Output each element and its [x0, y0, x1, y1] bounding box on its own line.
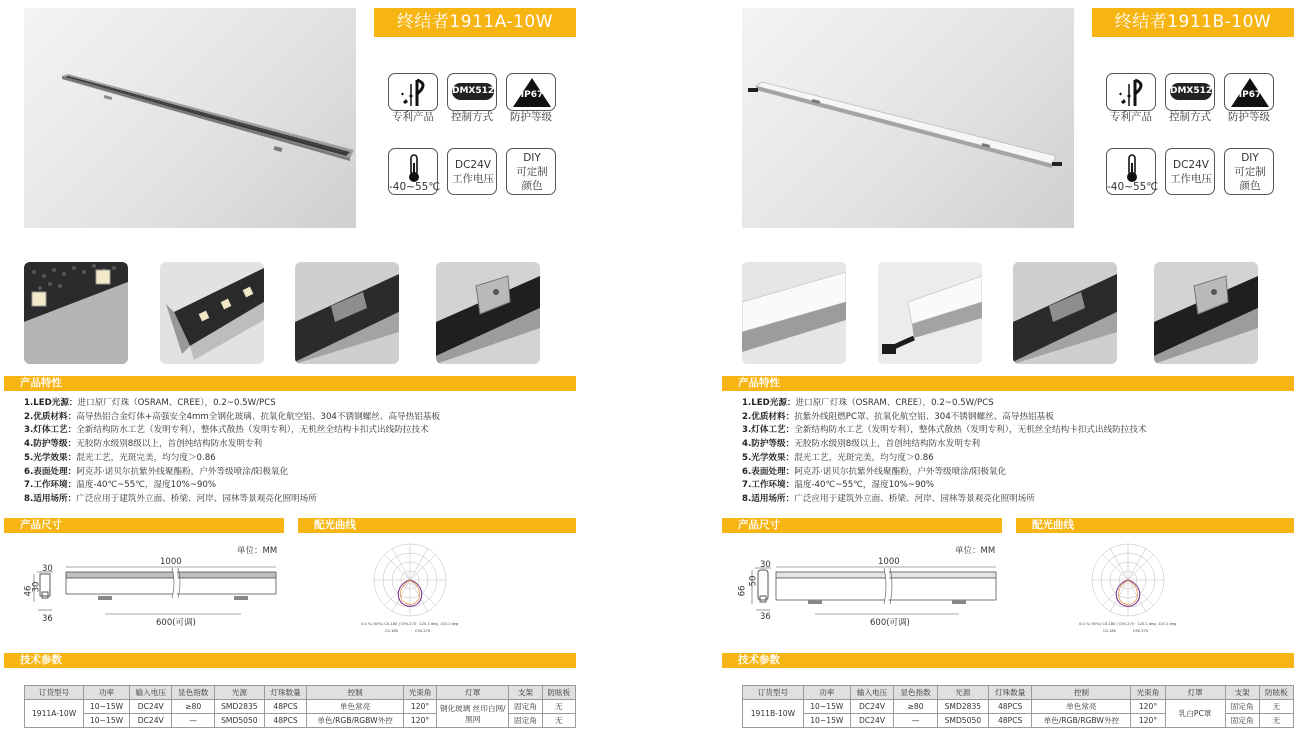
cell: DC24V [130, 700, 172, 714]
cell: — [894, 714, 938, 728]
features-section-bar [4, 376, 576, 391]
cell: 10~15W [84, 714, 130, 728]
size-heading: 产品尺寸 [738, 519, 780, 531]
th-beam: 光束角 [403, 686, 436, 700]
cell: DC24V [850, 700, 894, 714]
control-mode-label: 控制方式 [1169, 111, 1211, 123]
feature-list [742, 397, 1294, 507]
curve-section-bar [298, 518, 576, 533]
cell: 无 [1259, 700, 1293, 714]
th-model: 订货型号 [25, 686, 84, 700]
cell: 单色/RGB/RGBW外控 [1032, 714, 1131, 728]
dmx-badge: DMX512 [1170, 83, 1212, 100]
product-hero-photo [742, 8, 1074, 228]
voltage-spec [447, 148, 497, 195]
cell: SMD5050 [937, 714, 988, 728]
th-led-count: 灯珠数量 [264, 686, 306, 700]
voltage-value: DC24V [455, 159, 491, 171]
diy-line-2: 可定制 [516, 166, 548, 178]
cell: 10~15W [84, 700, 130, 714]
cell: — [172, 714, 214, 728]
diy-color-spec [506, 148, 556, 195]
cell: 48PCS [264, 700, 306, 714]
cell: 48PCS [264, 714, 306, 728]
diy-line-2: 可定制 [1234, 166, 1266, 178]
unit-label: 单位：MM [955, 546, 996, 556]
cell: 固定角 [1225, 700, 1259, 714]
unit-label: 单位：MM [237, 546, 278, 556]
cell: SMD2835 [937, 700, 988, 714]
cell: ≥80 [172, 700, 214, 714]
dimension-drawing [4, 556, 294, 636]
th-voltage: 输入电压 [850, 686, 894, 700]
th-anti-glare: 防眩板 [542, 686, 575, 700]
table-header-row [25, 686, 576, 700]
detail-photo-mounting-clip [295, 262, 399, 364]
temperature-range: -40~55℃ [389, 181, 441, 193]
curve-heading: 配光曲线 [1032, 519, 1074, 531]
th-led-count: 灯珠数量 [988, 686, 1032, 700]
voltage-value: DC24V [1173, 159, 1209, 171]
th-bracket: 支架 [509, 686, 542, 700]
temperature-spec [388, 148, 441, 195]
feature-item: 4.防护等级：无胶防水级别8级以上，首创纯结构防水发明专利 [24, 439, 263, 450]
cell: 单色/RGB/RGBW外控 [307, 714, 404, 728]
ip-badge: IP67 [520, 90, 544, 100]
cell: 120° [1131, 700, 1165, 714]
patent-icon [388, 73, 438, 111]
dim-height-b: 50 [748, 575, 759, 587]
th-power: 功率 [84, 686, 130, 700]
dimension-drawing [722, 556, 1012, 636]
temperature-spec [1106, 148, 1159, 195]
control-mode-label: 控制方式 [451, 111, 493, 123]
th-control: 控制 [1032, 686, 1131, 700]
th-source: 光源 [214, 686, 264, 700]
curve-heading: 配光曲线 [314, 519, 356, 531]
dim-width: 36 [760, 612, 771, 622]
detail-photo-diffuser-end [742, 262, 846, 364]
params-section-bar [722, 653, 1294, 668]
feature-item: 4.防护等级：无胶防水级别8级以上，首创纯结构防水发明专利 [742, 439, 981, 450]
dim-top: 30 [760, 560, 771, 570]
feature-item: 1.LED光源：进口原厂灯珠（OSRAM、CREE），0.2~0.5W/PCS [24, 398, 276, 408]
cell-cover: 钢化玻璃 丝印白网/黑网 [437, 700, 509, 728]
patent-label: 专利产品 [1110, 111, 1152, 123]
th-control: 控制 [307, 686, 404, 700]
detail-photo-end-cap [160, 262, 264, 364]
curve-section-bar [1016, 518, 1294, 533]
th-cri: 显色指数 [894, 686, 938, 700]
curve-caption: 0.0 % (50%) C0-180 | C90-270 · 120.1 deg, 120.1 deg [361, 622, 459, 626]
curve-legend-2: C90-270 [415, 629, 431, 633]
feature-item: 2.优质材料：抗紫外线阻燃PC罩、抗氧化航空铝、304不锈钢螺丝、高导热铝基板 [742, 411, 1054, 422]
curve-caption: 0.0 % (50%) C0-180 | C90-270 · 120.1 deg, 120.1 deg [1079, 622, 1177, 626]
patent-label: 专利产品 [392, 111, 434, 123]
protection-label: 防护等级 [510, 111, 552, 123]
size-section-bar [4, 518, 284, 533]
feature-item: 5.光学效果：混光工艺，光斑完美，均匀度＞0.86 [742, 452, 934, 463]
cell-model: 1911A-10W [25, 700, 84, 728]
cell-model: 1911B-10W [743, 700, 804, 728]
cell: ≥80 [894, 700, 938, 714]
feature-item: 6.表面处理：阿克苏·诺贝尔抗紫外线聚酯粉，户外等级喷涂/阳极氧化 [24, 466, 289, 477]
feature-item: 3.灯体工艺：全新结构防水工艺（发明专利），整体式散热（发明专利），无机丝全结构卡扣式出线防拉技术 [742, 425, 1147, 436]
detail-photo-mounting-clip [1013, 262, 1117, 364]
table-header-row [743, 686, 1294, 700]
dim-length: 1000 [160, 557, 182, 567]
ip-badge: IP67 [1238, 90, 1262, 100]
dim-width: 36 [42, 614, 53, 624]
cell: 无 [1259, 714, 1293, 728]
feature-item: 2.优质材料：高导热铝合金灯体+高强安全4mm全钢化玻璃、抗氧化航空铝、304不锈钢螺丝、高导热铝基板 [24, 411, 441, 422]
features-heading: 产品特性 [738, 377, 780, 389]
feature-item: 6.表面处理：阿克苏·诺贝尔抗紫外线聚酯粉，户外等级喷涂/阳极氧化 [742, 466, 1007, 477]
light-distribution-curve [1079, 540, 1177, 636]
detail-photo-led-board [24, 262, 128, 364]
feature-item: 3.灯体工艺：全新结构防水工艺（发明专利），整体式散热（发明专利），无机丝全结构卡扣式出线防拉技术 [24, 425, 429, 436]
product-title: 终结者1911B-10W [1092, 8, 1294, 37]
product-hero-photo [24, 8, 356, 228]
feature-list [24, 397, 576, 507]
feature-item: 7.工作环境：温度-40℃~55℃，湿度10%~90% [742, 480, 935, 491]
table-row [743, 700, 1294, 714]
th-voltage: 输入电压 [130, 686, 172, 700]
th-power: 功率 [803, 686, 850, 700]
voltage-spec [1165, 148, 1215, 195]
curve-legend-1: C0-180 [385, 629, 398, 633]
linear-light-bar-black [24, 8, 356, 228]
cell: 无 [542, 714, 575, 728]
diy-color-spec [1224, 148, 1274, 195]
feature-item: 1.LED光源：进口原厂灯珠（OSRAM、CREE），0.2~0.5W/PCS [742, 398, 994, 408]
params-heading: 技术参数 [738, 654, 780, 666]
th-cover: 灯罩 [437, 686, 509, 700]
ip-rating-icon [1224, 73, 1274, 111]
detail-photo-connector [878, 262, 982, 364]
th-bracket: 支架 [1225, 686, 1259, 700]
temperature-range: -40~55℃ [1107, 181, 1159, 193]
feature-item: 5.光学效果：混光工艺，光斑完美，均匀度＞0.86 [24, 452, 216, 463]
detail-photo-bracket [1154, 262, 1258, 364]
cell: 10~15W [803, 700, 850, 714]
cell: 10~15W [803, 714, 850, 728]
cell: 48PCS [988, 714, 1032, 728]
diy-line-3: 颜色 [1239, 180, 1261, 192]
cell: 120° [403, 700, 436, 714]
ip-rating-icon [506, 73, 556, 111]
diy-line-1: DIY [1241, 152, 1259, 164]
voltage-label: 工作电压 [452, 173, 494, 185]
dim-span: 600(可调) [156, 618, 196, 628]
linear-light-bar-white [742, 8, 1074, 228]
cell: 120° [403, 714, 436, 728]
cell: 120° [1131, 714, 1165, 728]
dmx-icon [447, 73, 497, 111]
light-distribution-curve [361, 540, 459, 636]
th-cri: 显色指数 [172, 686, 214, 700]
cell: 无 [542, 700, 575, 714]
cell: DC24V [130, 714, 172, 728]
features-section-bar [722, 376, 1294, 391]
feature-item: 8.适用场所：广泛应用于建筑外立面、桥梁、河岸、园林等景观亮化照明场所 [742, 493, 1035, 504]
protection-label: 防护等级 [1228, 111, 1270, 123]
dim-height-b: 30 [31, 581, 42, 593]
diy-line-1: DIY [523, 152, 541, 164]
cell: 48PCS [988, 700, 1032, 714]
size-section-bar [722, 518, 1002, 533]
voltage-label: 工作电压 [1170, 173, 1212, 185]
curve-legend-1: C0-180 [1103, 629, 1116, 633]
catalog-page-1911b [722, 0, 1298, 738]
cell: SMD5050 [214, 714, 264, 728]
params-heading: 技术参数 [20, 654, 62, 666]
features-heading: 产品特性 [20, 377, 62, 389]
th-model: 订货型号 [743, 686, 804, 700]
patent-icon [1106, 73, 1156, 111]
cell: 单色常亮 [307, 700, 404, 714]
dim-span: 600(可调) [870, 618, 910, 628]
dim-height-a: 66 [737, 585, 748, 597]
th-cover: 灯罩 [1165, 686, 1225, 700]
size-heading: 产品尺寸 [20, 519, 62, 531]
th-anti-glare: 防眩板 [1259, 686, 1293, 700]
product-title: 终结者1911A-10W [374, 8, 576, 37]
cell: 固定角 [509, 714, 542, 728]
th-source: 光源 [937, 686, 988, 700]
cell: SMD2835 [214, 700, 264, 714]
th-beam: 光束角 [1131, 686, 1165, 700]
dim-height-a: 46 [23, 585, 34, 597]
dmx-badge: DMX512 [452, 83, 494, 100]
detail-photo-bracket [436, 262, 540, 364]
catalog-page-1911a [4, 0, 580, 738]
dim-top: 30 [42, 564, 53, 574]
diy-line-3: 颜色 [521, 180, 543, 192]
table-row [25, 700, 576, 714]
feature-item: 8.适用场所：广泛应用于建筑外立面、桥梁、河岸、园林等景观亮化照明场所 [24, 493, 317, 504]
cell: 固定角 [509, 700, 542, 714]
dmx-icon [1165, 73, 1215, 111]
feature-item: 7.工作环境：温度-40℃~55℃，湿度10%~90% [24, 480, 217, 491]
spec-table [24, 685, 576, 728]
cell: 单色常亮 [1032, 700, 1131, 714]
cell-cover: 乳白PC罩 [1165, 700, 1225, 728]
dim-length: 1000 [878, 557, 900, 567]
cell: DC24V [850, 714, 894, 728]
curve-legend-2: C90-270 [1133, 629, 1149, 633]
params-section-bar [4, 653, 576, 668]
cell: 固定角 [1225, 714, 1259, 728]
spec-table [742, 685, 1294, 728]
